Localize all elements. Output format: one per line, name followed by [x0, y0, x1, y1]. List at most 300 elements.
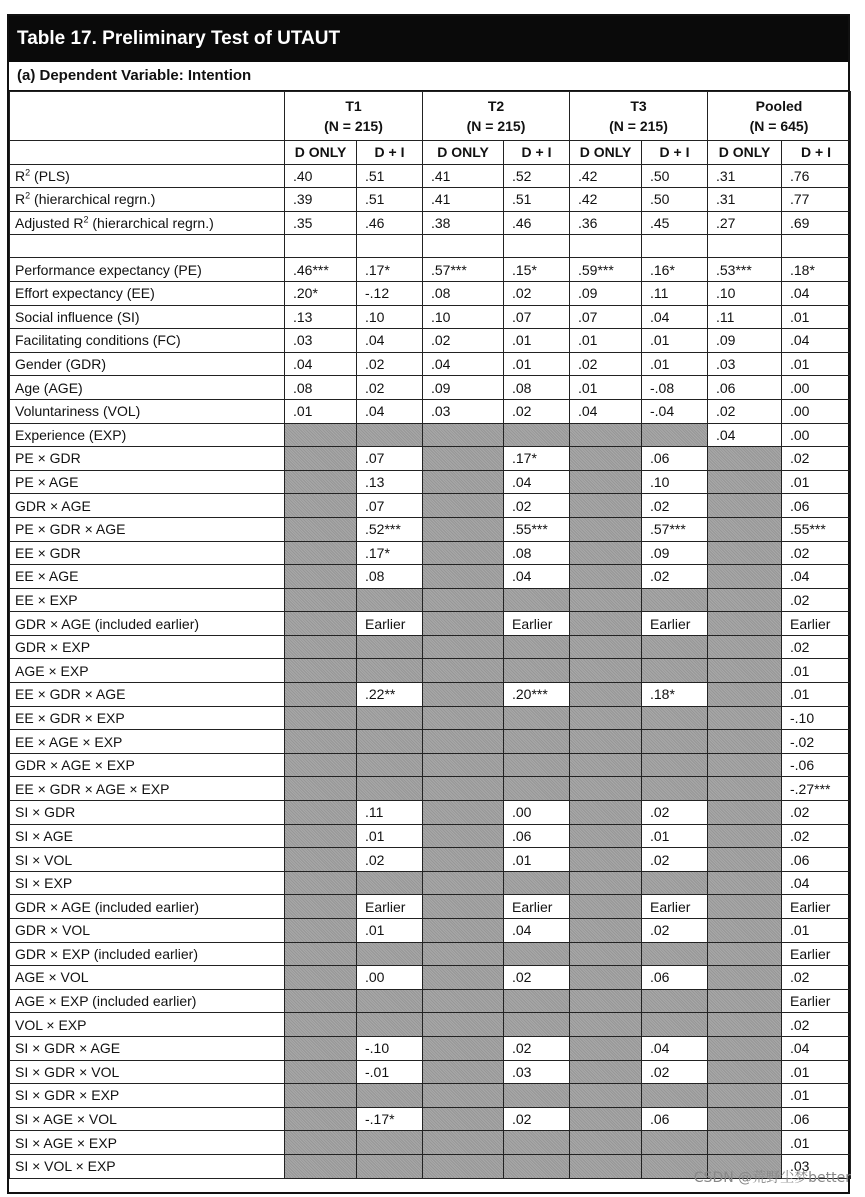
results-table — [9, 91, 851, 1179]
group-header-t3: T3 (N = 215) — [570, 92, 708, 141]
group-header-row — [10, 92, 851, 141]
r2-row — [10, 188, 851, 212]
shaded-cell — [504, 1131, 570, 1155]
shaded-cell — [423, 706, 504, 730]
value-cell: .01 — [782, 1060, 851, 1084]
shaded-cell — [357, 1154, 423, 1178]
shaded-cell — [423, 517, 504, 541]
blank-cell — [642, 235, 708, 258]
shaded-cell — [642, 871, 708, 895]
table-row — [10, 659, 851, 683]
row-label: GDR × EXP — [10, 635, 285, 659]
table-row — [10, 352, 851, 376]
value-cell: -.12 — [357, 281, 423, 305]
value-cell: .02 — [357, 848, 423, 872]
row-label: Voluntariness (VOL) — [10, 399, 285, 423]
value-cell: -.04 — [642, 399, 708, 423]
value-cell: .02 — [782, 635, 851, 659]
value-cell: .06 — [642, 966, 708, 990]
shaded-cell — [423, 942, 504, 966]
value-cell: .01 — [504, 329, 570, 353]
r2-row — [10, 164, 851, 188]
value-cell: .02 — [642, 565, 708, 589]
value-cell: .15* — [504, 258, 570, 282]
shaded-cell — [708, 895, 782, 919]
value-cell: .10 — [708, 281, 782, 305]
row-label: SI × GDR × AGE — [10, 1036, 285, 1060]
row-label: AGE × EXP — [10, 659, 285, 683]
table-row — [10, 895, 851, 919]
shaded-cell — [570, 1131, 642, 1155]
value-cell: Earlier — [642, 612, 708, 636]
shaded-cell — [423, 423, 504, 447]
value-cell: .57*** — [642, 517, 708, 541]
value-cell: .02 — [642, 919, 708, 943]
shaded-cell — [708, 659, 782, 683]
shaded-cell — [570, 942, 642, 966]
shaded-cell — [423, 919, 504, 943]
table-row — [10, 423, 851, 447]
shaded-cell — [423, 494, 504, 518]
shaded-cell — [285, 612, 357, 636]
value-cell: .55*** — [782, 517, 851, 541]
shaded-cell — [570, 494, 642, 518]
shaded-cell — [357, 706, 423, 730]
shaded-cell — [708, 942, 782, 966]
value-cell: .01 — [782, 919, 851, 943]
shaded-cell — [423, 871, 504, 895]
value-cell: .06 — [708, 376, 782, 400]
value-cell: .46 — [504, 211, 570, 235]
value-cell: .02 — [642, 1060, 708, 1084]
subheader-cell: D + I — [782, 141, 851, 165]
table-row — [10, 989, 851, 1013]
value-cell: .02 — [504, 399, 570, 423]
shaded-cell — [570, 588, 642, 612]
row-label: EE × GDR × EXP — [10, 706, 285, 730]
value-cell: .22** — [357, 683, 423, 707]
value-cell: .03 — [285, 329, 357, 353]
table-row — [10, 588, 851, 612]
subheader-cell: D ONLY — [708, 141, 782, 165]
value-cell: .03 — [504, 1060, 570, 1084]
value-cell: .04 — [642, 305, 708, 329]
shaded-cell — [708, 1084, 782, 1108]
shaded-cell — [708, 777, 782, 801]
value-cell: .01 — [570, 376, 642, 400]
table-frame — [7, 14, 850, 1194]
subheader-cell: D ONLY — [423, 141, 504, 165]
blank-cell — [708, 235, 782, 258]
shaded-cell — [357, 423, 423, 447]
table-row — [10, 517, 851, 541]
table-row — [10, 399, 851, 423]
row-label: EE × AGE — [10, 565, 285, 589]
shaded-cell — [423, 1036, 504, 1060]
row-label: SI × GDR — [10, 801, 285, 825]
shaded-cell — [423, 989, 504, 1013]
shaded-cell — [423, 848, 504, 872]
value-cell: .11 — [642, 281, 708, 305]
value-cell: .04 — [708, 423, 782, 447]
shaded-cell — [708, 541, 782, 565]
shaded-cell — [423, 588, 504, 612]
row-label: PE × GDR — [10, 447, 285, 471]
subheader-cell: D + I — [504, 141, 570, 165]
shaded-cell — [285, 541, 357, 565]
table-row — [10, 848, 851, 872]
shaded-cell — [642, 1013, 708, 1037]
shaded-cell — [285, 848, 357, 872]
shaded-cell — [357, 588, 423, 612]
shaded-cell — [423, 895, 504, 919]
shaded-cell — [642, 753, 708, 777]
value-cell: .07 — [570, 305, 642, 329]
table-row — [10, 541, 851, 565]
value-cell: .01 — [642, 824, 708, 848]
value-cell: .06 — [504, 824, 570, 848]
shaded-cell — [357, 753, 423, 777]
shaded-cell — [504, 706, 570, 730]
shaded-cell — [423, 565, 504, 589]
r2-row — [10, 211, 851, 235]
row-label: EE × GDR × AGE — [10, 683, 285, 707]
value-cell: .04 — [357, 329, 423, 353]
value-cell: .09 — [423, 376, 504, 400]
value-cell: .07 — [357, 494, 423, 518]
row-label: VOL × EXP — [10, 1013, 285, 1037]
value-cell: .00 — [782, 399, 851, 423]
blank-cell — [285, 235, 357, 258]
value-cell: .51 — [357, 164, 423, 188]
shaded-cell — [504, 423, 570, 447]
shaded-cell — [285, 447, 357, 471]
row-label: EE × AGE × EXP — [10, 730, 285, 754]
table-body — [10, 164, 851, 1178]
shaded-cell — [642, 730, 708, 754]
value-cell: .03 — [782, 1154, 851, 1178]
spacer-row — [10, 235, 851, 258]
table-row — [10, 281, 851, 305]
value-cell: .52 — [504, 164, 570, 188]
shaded-cell — [285, 1036, 357, 1060]
row-label: SI × GDR × VOL — [10, 1060, 285, 1084]
value-cell: .46 — [357, 211, 423, 235]
value-cell: .01 — [642, 352, 708, 376]
table-row — [10, 683, 851, 707]
value-cell: .17* — [504, 447, 570, 471]
shaded-cell — [357, 730, 423, 754]
shaded-cell — [570, 1107, 642, 1131]
table-title: Table 17. Preliminary Test of UTAUT — [9, 16, 848, 62]
table-row — [10, 635, 851, 659]
row-label: AGE × EXP (included earlier) — [10, 989, 285, 1013]
shaded-cell — [708, 494, 782, 518]
shaded-cell — [570, 1013, 642, 1037]
blank-cell — [570, 235, 642, 258]
row-label: $R^2$ (PLS) — [10, 164, 285, 188]
blank-cell — [357, 235, 423, 258]
table-row — [10, 942, 851, 966]
value-cell: .02 — [642, 848, 708, 872]
table-row — [10, 1131, 851, 1155]
subheader-cell: D ONLY — [570, 141, 642, 165]
value-cell: .06 — [782, 494, 851, 518]
shaded-cell — [285, 706, 357, 730]
shaded-cell — [708, 706, 782, 730]
value-cell: .09 — [708, 329, 782, 353]
table-row — [10, 1036, 851, 1060]
subheader-blank — [10, 141, 285, 165]
table-row — [10, 565, 851, 589]
value-cell: .06 — [642, 447, 708, 471]
value-cell: .04 — [782, 565, 851, 589]
shaded-cell — [708, 517, 782, 541]
value-cell: .01 — [782, 659, 851, 683]
row-label: GDR × VOL — [10, 919, 285, 943]
row-label: PE × AGE — [10, 470, 285, 494]
row-label: EE × EXP — [10, 588, 285, 612]
shaded-cell — [285, 517, 357, 541]
shaded-cell — [423, 730, 504, 754]
shaded-cell — [357, 942, 423, 966]
value-cell: .59*** — [570, 258, 642, 282]
value-cell: Earlier — [642, 895, 708, 919]
value-cell: .01 — [570, 329, 642, 353]
value-cell: .02 — [570, 352, 642, 376]
value-cell: .51 — [357, 188, 423, 212]
shaded-cell — [708, 1060, 782, 1084]
value-cell: .13 — [285, 305, 357, 329]
shaded-cell — [570, 612, 642, 636]
shaded-cell — [708, 1013, 782, 1037]
shaded-cell — [708, 753, 782, 777]
value-cell: .50 — [642, 188, 708, 212]
value-cell: -.27*** — [782, 777, 851, 801]
value-cell: -.10 — [782, 706, 851, 730]
shaded-cell — [504, 753, 570, 777]
value-cell: .16* — [642, 258, 708, 282]
value-cell: .38 — [423, 211, 504, 235]
value-cell: .06 — [642, 1107, 708, 1131]
value-cell: .08 — [357, 565, 423, 589]
value-cell: .46*** — [285, 258, 357, 282]
value-cell: .08 — [423, 281, 504, 305]
shaded-cell — [708, 565, 782, 589]
shaded-cell — [285, 494, 357, 518]
shaded-cell — [504, 777, 570, 801]
row-label: GDR × AGE — [10, 494, 285, 518]
value-cell: Earlier — [504, 895, 570, 919]
value-cell: Earlier — [782, 942, 851, 966]
value-cell: .41 — [423, 188, 504, 212]
row-label: SI × VOL × EXP — [10, 1154, 285, 1178]
table-row — [10, 376, 851, 400]
table-row — [10, 1060, 851, 1084]
value-cell: .45 — [642, 211, 708, 235]
row-label: EE × GDR × AGE × EXP — [10, 777, 285, 801]
table-row — [10, 305, 851, 329]
value-cell: .02 — [782, 801, 851, 825]
row-label: Adjusted $R^2$ (hierarchical regrn.) — [10, 211, 285, 235]
row-label: AGE × VOL — [10, 966, 285, 990]
value-cell: .20*** — [504, 683, 570, 707]
shaded-cell — [570, 730, 642, 754]
shaded-cell — [642, 777, 708, 801]
table-row — [10, 612, 851, 636]
shaded-cell — [708, 989, 782, 1013]
value-cell: .01 — [357, 919, 423, 943]
shaded-cell — [708, 588, 782, 612]
table-row — [10, 706, 851, 730]
shaded-cell — [570, 895, 642, 919]
shaded-cell — [285, 777, 357, 801]
shaded-cell — [285, 588, 357, 612]
shaded-cell — [423, 1084, 504, 1108]
table-row — [10, 919, 851, 943]
shaded-cell — [285, 801, 357, 825]
value-cell: .02 — [782, 447, 851, 471]
shaded-cell — [285, 966, 357, 990]
value-cell: .02 — [642, 494, 708, 518]
shaded-cell — [423, 612, 504, 636]
shaded-cell — [423, 447, 504, 471]
value-cell: .09 — [570, 281, 642, 305]
value-cell: .08 — [285, 376, 357, 400]
value-cell: .69 — [782, 211, 851, 235]
value-cell: .02 — [504, 1107, 570, 1131]
shaded-cell — [504, 1013, 570, 1037]
shaded-cell — [357, 1084, 423, 1108]
value-cell: .04 — [782, 871, 851, 895]
shaded-cell — [570, 1060, 642, 1084]
value-cell: .11 — [357, 801, 423, 825]
value-cell: .11 — [708, 305, 782, 329]
shaded-cell — [708, 848, 782, 872]
shaded-cell — [642, 942, 708, 966]
shaded-cell — [570, 919, 642, 943]
value-cell: .17* — [357, 541, 423, 565]
shaded-cell — [285, 871, 357, 895]
value-cell: Earlier — [782, 612, 851, 636]
shaded-cell — [570, 635, 642, 659]
value-cell: .01 — [642, 329, 708, 353]
table-row — [10, 871, 851, 895]
blank-cell — [423, 235, 504, 258]
row-label: SI × AGE × VOL — [10, 1107, 285, 1131]
shaded-cell — [642, 423, 708, 447]
value-cell: .02 — [782, 966, 851, 990]
row-label: PE × GDR × AGE — [10, 517, 285, 541]
value-cell: .27 — [708, 211, 782, 235]
blank-cell — [504, 235, 570, 258]
shaded-cell — [423, 966, 504, 990]
shaded-cell — [423, 683, 504, 707]
subheader-cell: D + I — [642, 141, 708, 165]
value-cell: .06 — [782, 848, 851, 872]
value-cell: .39 — [285, 188, 357, 212]
shaded-cell — [423, 1060, 504, 1084]
shaded-cell — [708, 919, 782, 943]
value-cell: .02 — [357, 376, 423, 400]
shaded-cell — [570, 683, 642, 707]
value-cell: .02 — [782, 824, 851, 848]
shaded-cell — [423, 541, 504, 565]
value-cell: .04 — [357, 399, 423, 423]
value-cell: .02 — [782, 588, 851, 612]
shaded-cell — [504, 588, 570, 612]
shaded-cell — [570, 706, 642, 730]
shaded-cell — [708, 730, 782, 754]
table-row — [10, 777, 851, 801]
value-cell: .10 — [423, 305, 504, 329]
value-cell: .02 — [782, 541, 851, 565]
shaded-cell — [285, 423, 357, 447]
row-label: Experience (EXP) — [10, 423, 285, 447]
row-label: SI × EXP — [10, 871, 285, 895]
shaded-cell — [642, 1084, 708, 1108]
shaded-cell — [285, 753, 357, 777]
shaded-cell — [504, 635, 570, 659]
shaded-cell — [642, 1131, 708, 1155]
shaded-cell — [570, 470, 642, 494]
value-cell: .02 — [504, 966, 570, 990]
row-label: SI × GDR × EXP — [10, 1084, 285, 1108]
shaded-cell — [285, 1154, 357, 1178]
table-row — [10, 966, 851, 990]
shaded-cell — [570, 1084, 642, 1108]
shaded-cell — [504, 1084, 570, 1108]
value-cell: .00 — [504, 801, 570, 825]
shaded-cell — [570, 966, 642, 990]
row-label: Effort expectancy (EE) — [10, 281, 285, 305]
row-label: Gender (GDR) — [10, 352, 285, 376]
value-cell: .36 — [570, 211, 642, 235]
value-cell: Earlier — [357, 895, 423, 919]
shaded-cell — [285, 1131, 357, 1155]
value-cell: .31 — [708, 164, 782, 188]
shaded-cell — [357, 777, 423, 801]
blank-cell — [10, 235, 285, 258]
shaded-cell — [504, 659, 570, 683]
value-cell: .04 — [642, 1036, 708, 1060]
shaded-cell — [285, 683, 357, 707]
shaded-cell — [357, 635, 423, 659]
subheader-cell: D ONLY — [285, 141, 357, 165]
table-row — [10, 1084, 851, 1108]
value-cell: .31 — [708, 188, 782, 212]
value-cell: .03 — [708, 352, 782, 376]
table-row — [10, 753, 851, 777]
shaded-cell — [642, 588, 708, 612]
value-cell: .20* — [285, 281, 357, 305]
value-cell: .01 — [285, 399, 357, 423]
value-cell: .00 — [782, 423, 851, 447]
value-cell: .00 — [357, 966, 423, 990]
value-cell: -.17* — [357, 1107, 423, 1131]
value-cell: .51 — [504, 188, 570, 212]
value-cell: Earlier — [504, 612, 570, 636]
value-cell: .02 — [504, 1036, 570, 1060]
shaded-cell — [570, 565, 642, 589]
shaded-cell — [423, 1154, 504, 1178]
value-cell: .10 — [642, 470, 708, 494]
value-cell: .01 — [504, 848, 570, 872]
shaded-cell — [570, 1036, 642, 1060]
value-cell: .01 — [357, 824, 423, 848]
shaded-cell — [285, 565, 357, 589]
value-cell: .04 — [570, 399, 642, 423]
